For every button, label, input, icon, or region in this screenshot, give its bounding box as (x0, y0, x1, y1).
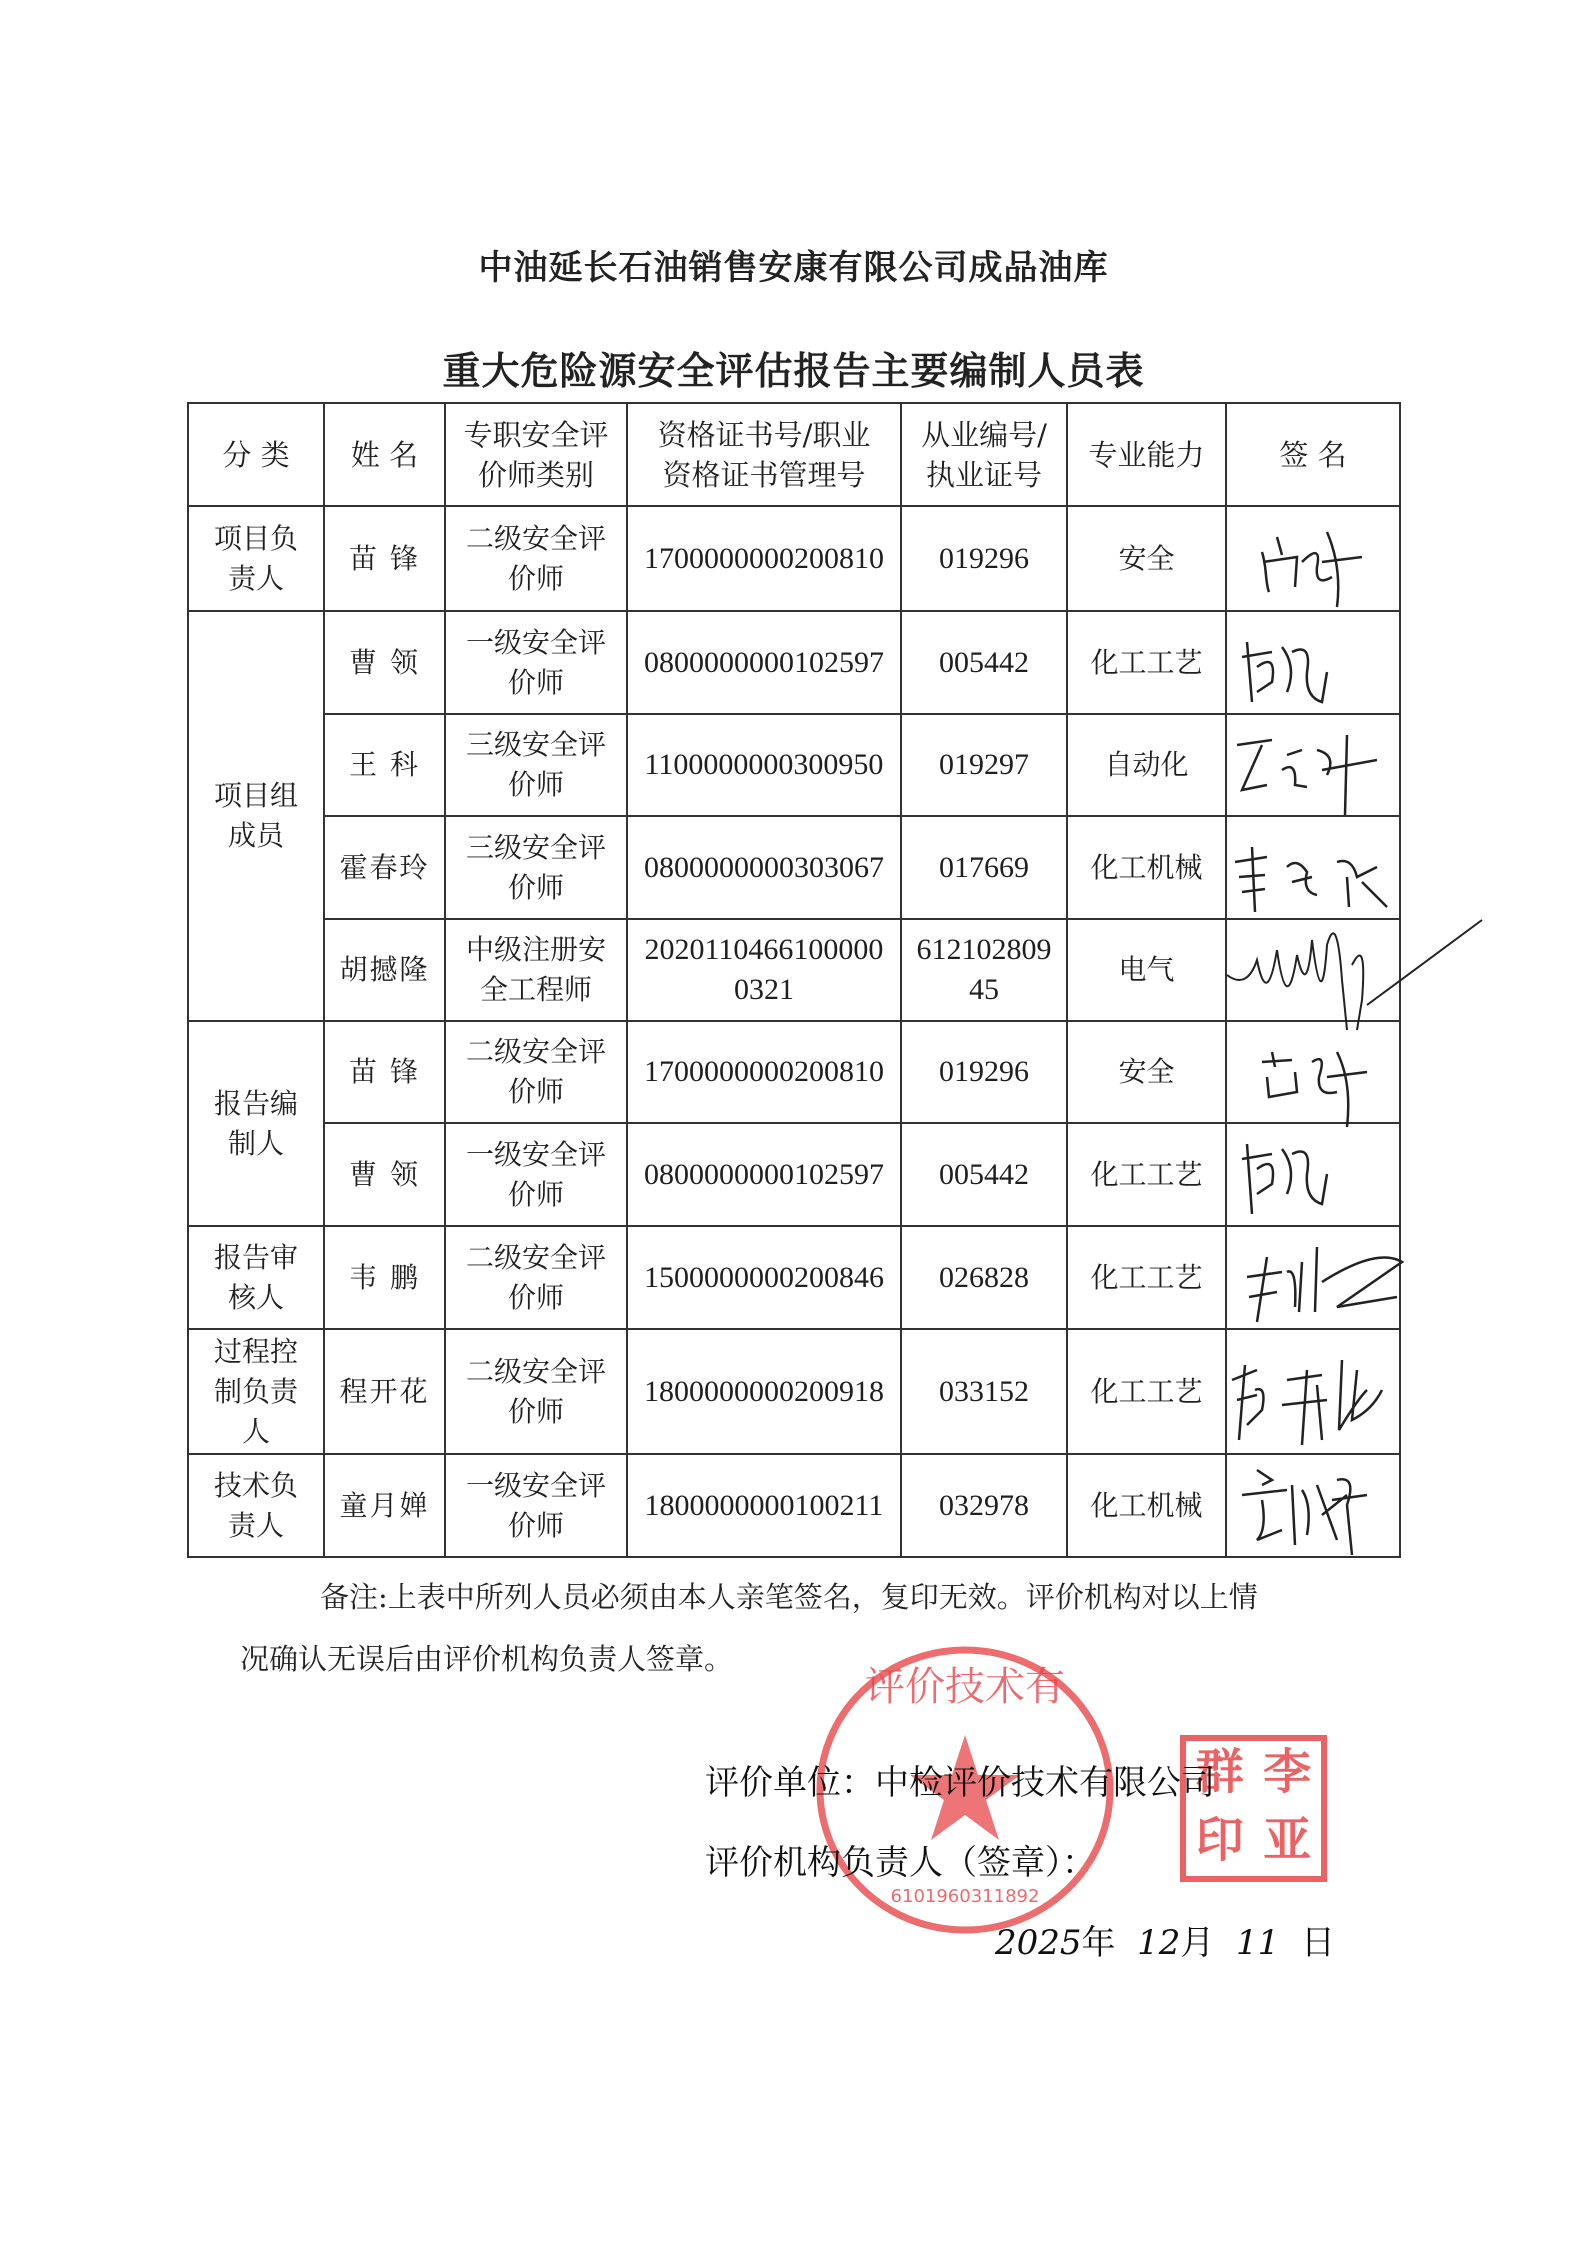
personnel-table (187, 402, 1401, 1558)
evaluator-type-cell: 二级安全评 价师 (445, 1329, 627, 1454)
specialty-cell: 化工工艺 (1067, 1123, 1226, 1226)
table-row (188, 714, 1400, 816)
specialty-cell: 化工机械 (1067, 816, 1226, 919)
name-cell: 韦 鹏 (324, 1226, 445, 1329)
table-row (188, 1329, 1400, 1454)
category-cell: 项目组 成员 (188, 611, 324, 1021)
cert-no-cell: 0800000000102597 (627, 1123, 901, 1226)
practice-no-cell: 005442 (901, 1123, 1067, 1226)
evaluation-unit: 评价单位：中检评价技术有限公司 (705, 1763, 1215, 1803)
handwritten-signature-icon (1227, 920, 1401, 1022)
evaluation-head-signature: 评价机构负责人（签章）： (705, 1843, 1096, 1883)
name-cell: 王 科 (324, 714, 445, 816)
evaluator-type-cell: 三级安全评 价师 (445, 816, 627, 919)
evaluator-type-cell: 二级安全评 价师 (445, 1021, 627, 1123)
specialty-cell: 化工工艺 (1067, 1329, 1226, 1454)
document-title-line2: 重大危险源安全评估报告主要编制人员表 (442, 349, 1145, 393)
evaluator-type-cell: 二级安全评 价师 (445, 1226, 627, 1329)
specialty-cell: 安全 (1067, 1021, 1226, 1123)
signature-cell (1226, 1123, 1400, 1226)
table-header-row (188, 403, 1400, 506)
cert-no-cell: 2020110466100000 0321 (627, 919, 901, 1021)
table-row (188, 1021, 1400, 1123)
cert-no-cell: 1800000000200918 (627, 1329, 901, 1454)
cert-no-cell: 1100000000300950 (627, 714, 901, 816)
category-cell: 过程控 制负责 人 (188, 1329, 324, 1454)
handwritten-signature-icon (1227, 612, 1401, 715)
evaluator-type-cell: 中级注册安 全工程师 (445, 919, 627, 1021)
name-cell: 童月婵 (324, 1454, 445, 1557)
table-row (188, 506, 1400, 611)
practice-no-cell: 005442 (901, 611, 1067, 714)
cert-no-cell: 1700000000200810 (627, 506, 901, 611)
name-cell: 曹 领 (324, 611, 445, 714)
header-evaluator-type: 专职安全评 价师类别 (445, 403, 627, 506)
handwritten-signature-icon (1227, 1124, 1401, 1227)
note-line2: 况确认无误后由评价机构负责人签章。 (240, 1642, 734, 1676)
evaluator-type-cell: 一级安全评 价师 (445, 1454, 627, 1557)
table-row (188, 1123, 1400, 1226)
header-practice-no: 从业编号/ 执业证号 (901, 403, 1067, 506)
category-cell: 报告编 制人 (188, 1021, 324, 1226)
specialty-cell: 电气 (1067, 919, 1226, 1021)
note-line1: 备注:上表中所列人员必须由本人亲笔签名，复印无效。评价机构对以上情 (320, 1580, 1258, 1614)
practice-no-cell: 019296 (901, 1021, 1067, 1123)
header-signature: 签 名 (1226, 403, 1400, 506)
signature-cell (1226, 611, 1400, 714)
table-row (188, 816, 1400, 919)
signature-cell (1226, 816, 1400, 919)
specialty-cell: 化工工艺 (1067, 611, 1226, 714)
category-cell: 报告审 核人 (188, 1226, 324, 1329)
practice-no-cell: 033152 (901, 1329, 1067, 1454)
handwritten-signature-icon (1227, 715, 1401, 817)
header-category: 分 类 (188, 403, 324, 506)
evaluator-type-cell: 三级安全评 价师 (445, 714, 627, 816)
personal-seal-icon: 群 李 印 亚 (1180, 1735, 1327, 1882)
signature-cell (1226, 1021, 1400, 1123)
svg-text:6101960311892: 6101960311892 (890, 1886, 1040, 1907)
handwritten-signature-icon (1227, 1227, 1401, 1330)
header-specialty: 专业能力 (1067, 403, 1226, 506)
name-cell: 胡撼隆 (324, 919, 445, 1021)
table-row (188, 1226, 1400, 1329)
practice-no-cell: 019296 (901, 506, 1067, 611)
cert-no-cell: 1500000000200846 (627, 1226, 901, 1329)
cert-no-cell: 1800000000100211 (627, 1454, 901, 1557)
name-cell: 苗 锋 (324, 506, 445, 611)
svg-text:评价技术有: 评价技术有 (865, 1664, 1065, 1710)
signature-cell (1226, 1454, 1400, 1557)
table-row (188, 919, 1400, 1021)
signing-date: 2025年 12月 11 日 (995, 1923, 1335, 1963)
handwritten-signature-icon (1227, 507, 1401, 612)
specialty-cell: 化工工艺 (1067, 1226, 1226, 1329)
practice-no-cell: 612102809 45 (901, 919, 1067, 1021)
name-cell: 曹 领 (324, 1123, 445, 1226)
table-row (188, 611, 1400, 714)
signature-cell (1226, 506, 1400, 611)
signature-cell (1226, 714, 1400, 816)
practice-no-cell: 019297 (901, 714, 1067, 816)
practice-no-cell: 026828 (901, 1226, 1067, 1329)
name-cell: 霍春玲 (324, 816, 445, 919)
signature-cell (1226, 1329, 1400, 1454)
evaluator-type-cell: 一级安全评 价师 (445, 1123, 627, 1226)
name-cell: 程开花 (324, 1329, 445, 1454)
name-cell: 苗 锋 (324, 1021, 445, 1123)
category-cell: 技术负 责人 (188, 1454, 324, 1557)
cert-no-cell: 0800000000102597 (627, 611, 901, 714)
cert-no-cell: 1700000000200810 (627, 1021, 901, 1123)
handwritten-signature-icon (1227, 817, 1401, 920)
signature-cell (1226, 1226, 1400, 1329)
table-row (188, 1454, 1400, 1557)
document-title-line1: 中油延长石油销售安康有限公司成品油库 (478, 248, 1109, 288)
evaluator-type-cell: 二级安全评 价师 (445, 506, 627, 611)
specialty-cell: 化工机械 (1067, 1454, 1226, 1557)
header-cert-no: 资格证书号/职业 资格证书管理号 (627, 403, 901, 506)
header-name: 姓 名 (324, 403, 445, 506)
practice-no-cell: 017669 (901, 816, 1067, 919)
signature-cell (1226, 919, 1400, 1021)
evaluator-type-cell: 一级安全评 价师 (445, 611, 627, 714)
handwritten-signature-icon (1227, 1455, 1401, 1558)
practice-no-cell: 032978 (901, 1454, 1067, 1557)
handwritten-signature-icon (1227, 1022, 1401, 1124)
specialty-cell: 安全 (1067, 506, 1226, 611)
category-cell: 项目负 责人 (188, 506, 324, 611)
handwritten-signature-icon (1227, 1330, 1401, 1455)
cert-no-cell: 0800000000303067 (627, 816, 901, 919)
specialty-cell: 自动化 (1067, 714, 1226, 816)
